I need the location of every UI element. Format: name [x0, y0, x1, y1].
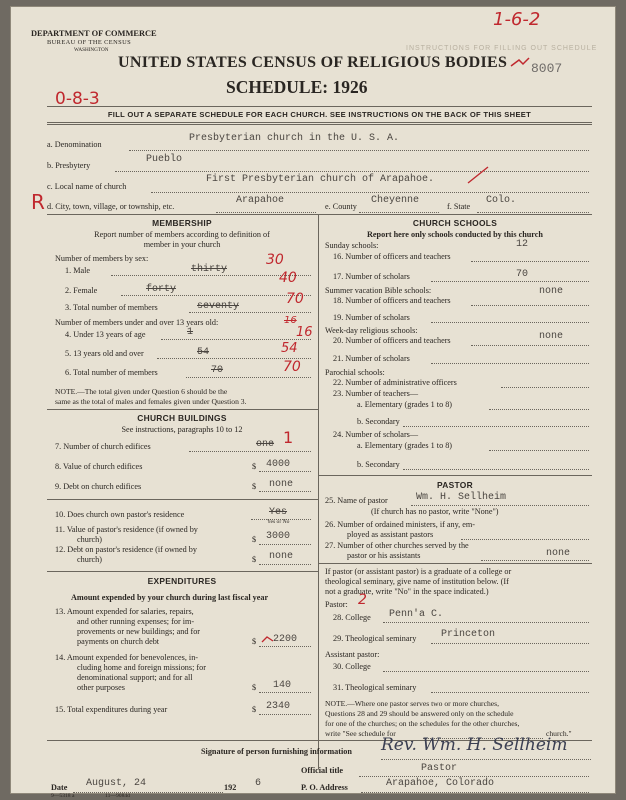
city-value: Arapahoe	[236, 195, 285, 206]
running-expenses-label-2: and other running expenses; for im-	[77, 617, 195, 626]
under-13-red: 16	[296, 325, 313, 340]
other-churches-label-2: pastor or his assistants	[347, 551, 421, 560]
county-label: e. County	[325, 202, 357, 211]
signature-label: Signature of person furnishing information	[201, 747, 352, 756]
assistant-ministers-label-1: 26. Number of ordained ministers, if any, em-	[325, 520, 475, 529]
presbytery-label: b. Presbytery	[47, 161, 91, 170]
schools-title: CHURCH SCHOOLS	[412, 218, 498, 228]
weekday-officers-label: 20. Number of officers and teachers	[333, 336, 451, 345]
summer-schools-typed: none	[539, 286, 564, 297]
edifices-debt-typed: none	[269, 479, 294, 490]
date-annotation: 1-6-2	[493, 9, 541, 30]
code-annotation: 0-8-3	[55, 89, 100, 109]
sunday-officers-label: 16. Number of officers and teachers	[333, 252, 451, 261]
r-annotation: R	[31, 190, 45, 214]
po-address-label: P. O. Address	[301, 783, 348, 792]
residence-value-typed: 3000	[266, 531, 291, 542]
local-name-value: First Presbyterian church of Arapahoe.	[206, 174, 435, 185]
red-mark-icon	[509, 57, 531, 69]
dollar-sign: $	[252, 462, 257, 471]
total-members-typed: seventy	[197, 301, 240, 312]
city-label: d. City, town, village, or township, etc.	[47, 202, 175, 211]
members-by-age-label: Number of members under and over 13 years old:	[55, 318, 219, 327]
running-expenses-typed: 2200	[273, 634, 298, 645]
denomination-label: a. Denomination	[47, 140, 102, 149]
residence-debt-label-cont: church)	[77, 555, 103, 564]
signature-handwriting: Rev. Wm. H. Sellheim	[381, 735, 568, 755]
total-members-age-label: 6. Total number of members	[65, 368, 158, 377]
running-expenses-label-4: payments on church debt	[77, 637, 160, 646]
residence-value-label: 11. Value of pastor's residence (if owned by	[55, 525, 198, 534]
total-expenditures-label: 15. Total expenditures during year	[55, 705, 168, 714]
parochial-schools-label: Parochial schools:	[325, 368, 385, 377]
pastor-note-line1: NOTE.—Where one pastor serves two or more churches,	[325, 699, 499, 708]
graduate-note-line1: If pastor (or assistant pastor) is a graduate of a college or	[325, 567, 512, 576]
benevolences-label-4: other purposes	[77, 683, 125, 692]
college-typed: Penn'a C.	[389, 609, 444, 620]
benevolences-label-1: 14. Amount expended for benevolences, in-	[55, 653, 199, 662]
under-13-typed: 1	[187, 327, 194, 338]
total-expenditures-typed: 2340	[266, 701, 291, 712]
sunday-schools-typed: 12	[516, 239, 529, 250]
pastor-note-line5: church."	[546, 729, 572, 738]
buildings-subtitle: See instructions, paragraphs 10 to 12	[121, 425, 243, 434]
fill-instruction: FILL OUT A SEPARATE SCHEDULE FOR EACH CHURCH. SEE INSTRUCTIONS ON THE BACK OF THIS SHEET	[107, 110, 532, 119]
yes-or-no-hint: Yes or No	[267, 519, 290, 525]
total-members-age-red: 70	[283, 359, 301, 375]
edifices-debt-label: 9. Debt on church edifices	[55, 482, 142, 491]
male-label: 1. Male	[65, 266, 91, 275]
pastor-title: PASTOR	[437, 480, 473, 490]
total-members-label: 3. Total number of members	[65, 303, 158, 312]
year-digit-typed: 6	[255, 778, 262, 789]
graduate-note-line2: theological seminary, give name of institution below. (If	[325, 577, 509, 586]
female-red: 40	[279, 270, 297, 286]
membership-note-line1: Report number of members according to definition of	[94, 230, 270, 239]
residence-value-label-cont: church)	[77, 535, 103, 544]
running-expenses-label-3: provements or new buildings; and for	[77, 627, 201, 636]
weekday-schools-typed: none	[539, 331, 564, 342]
summer-schools-label: Summer vacation Bible schools:	[325, 286, 432, 295]
owns-residence-label: 10. Does church own pastor's residence	[55, 510, 185, 519]
check-mark-icon	[466, 165, 492, 187]
other-churches-label-1: 27. Number of other churches served by the	[325, 541, 469, 550]
summer-scholars-label: 19. Number of scholars	[333, 313, 410, 322]
dollar-sign: $	[252, 637, 257, 646]
local-name-label: c. Local name of church	[47, 182, 127, 191]
pastor-name-hint: (If church has no pastor, write "None")	[371, 507, 499, 516]
residence-debt-typed: none	[269, 551, 294, 562]
male-typed: thirty	[191, 264, 228, 275]
form-title: UNITED STATES CENSUS OF RELIGIOUS BODIES	[118, 54, 508, 71]
presbytery-value: Pueblo	[146, 154, 183, 165]
college-label: 28. College	[333, 613, 371, 622]
pastor-note-line4: write "See schedule for	[325, 729, 396, 738]
red-tick-icon	[261, 633, 275, 645]
date-typed: August, 24	[86, 778, 147, 789]
census-schedule-sheet	[10, 6, 616, 799]
age-red-strike: 16	[284, 315, 297, 326]
teachers-label: 23. Number of teachers—	[333, 389, 419, 398]
edifices-count-red: 1	[283, 428, 294, 447]
pastor-note-line2: Questions 28 and 29 should be answered only on the schedule	[325, 709, 514, 718]
over-13-typed: 54	[197, 347, 210, 358]
pastor-name-typed: Wm. H. Sellheim	[416, 492, 507, 503]
other-churches-typed: none	[546, 548, 571, 559]
over-13-red: 54	[281, 341, 298, 356]
membership-title: MEMBERSHIP	[152, 218, 212, 228]
dollar-sign: $	[252, 705, 257, 714]
official-title-label: Official title	[301, 766, 344, 775]
residence-debt-label: 12. Debt on pastor's residence (if owned by	[55, 545, 197, 554]
buildings-title: CHURCH BUILDINGS	[137, 413, 227, 423]
city-name: WASHINGTON	[74, 47, 109, 53]
seminary-typed: Princeton	[441, 629, 496, 640]
county-value: Cheyenne	[371, 195, 420, 206]
show-through-text: INSTRUCTIONS FOR FILLING OUT SCHEDULE	[406, 45, 598, 52]
teachers-secondary-label: b. Secondary	[357, 417, 400, 426]
members-by-sex-label: Number of members by sex:	[55, 254, 149, 263]
dollar-sign: $	[252, 555, 257, 564]
membership-footnote-line2: same as the total of males and females given under Question 3.	[55, 397, 247, 406]
under-13-label: 4. Under 13 years of age	[65, 330, 146, 339]
edifices-count-typed: one	[256, 439, 275, 450]
edifices-count-label: 7. Number of church edifices	[55, 442, 151, 451]
sunday-scholars-label: 17. Number of scholars	[333, 272, 410, 281]
scholars-elementary-label: a. Elementary (grades 1 to 8)	[357, 441, 453, 450]
assistant-ministers-label-2: ployed as assistant pastors	[347, 530, 434, 539]
dollar-sign: $	[252, 482, 257, 491]
assistant-college-label: 30. College	[333, 662, 371, 671]
sunday-scholars-typed: 70	[516, 269, 529, 280]
scholars-label: 24. Number of scholars—	[333, 430, 419, 439]
edifices-value-label: 8. Value of church edifices	[55, 462, 143, 471]
total-members-age-typed: 70	[211, 365, 224, 376]
female-label: 2. Female	[65, 286, 98, 295]
expenditures-subtitle: Amount expended by your church during last fiscal year	[71, 593, 269, 602]
female-typed: forty	[146, 284, 177, 295]
teachers-elementary-label: a. Elementary (grades 1 to 8)	[357, 400, 453, 409]
benevolences-label-2: cluding home and foreign missions; for	[77, 663, 206, 672]
assistant-seminary-label: 31. Theological seminary	[333, 683, 417, 692]
denomination-value: Presbyterian church in the U. S. A.	[189, 133, 400, 144]
membership-footnote-line1: NOTE.—The total given under Question 6 should be the	[55, 387, 228, 396]
total-members-red: 70	[286, 291, 304, 307]
membership-note-line2: member in your church	[143, 240, 221, 249]
expenditures-title: EXPENDITURES	[147, 576, 217, 586]
pastor-name-label: 25. Name of pastor	[325, 496, 388, 505]
graduate-note-line3: not a graduate, write "No" in the space indicated.)	[325, 587, 489, 596]
state-value: Colo.	[486, 195, 517, 206]
benevolences-typed: 140	[273, 680, 292, 691]
over-13-label: 5. 13 years old and over	[65, 349, 144, 358]
pastor-red-mark: 2	[358, 592, 367, 608]
bureau-name: BUREAU OF THE CENSUS	[47, 39, 132, 46]
scholars-secondary-label: b. Secondary	[357, 460, 400, 469]
summer-officers-label: 18. Number of officers and teachers	[333, 296, 451, 305]
official-title-typed: Pastor	[421, 763, 458, 774]
owns-residence-typed: Yes	[269, 507, 288, 518]
edifices-value-typed: 4000	[266, 459, 291, 470]
department-name: DEPARTMENT OF COMMERCE	[31, 29, 157, 38]
schools-subtitle: Report here only schools conducted by this church	[367, 230, 543, 239]
sunday-schools-label: Sunday schools:	[325, 241, 379, 250]
assistant-pastor-subheading: Assistant pastor:	[325, 650, 380, 659]
pastor-subheading: Pastor:	[325, 600, 348, 609]
date-label: Date	[51, 783, 68, 792]
dollar-sign: $	[252, 683, 257, 692]
serial-number: 8007	[531, 61, 563, 76]
state-label: f. State	[447, 202, 471, 211]
dollar-sign: $	[252, 535, 257, 544]
schedule-title: SCHEDULE: 1926	[226, 77, 368, 97]
weekday-schools-label: Week-day religious schools:	[325, 326, 418, 335]
pastor-note-line3: for one of the churches; on the schedules for the other churches,	[325, 719, 520, 728]
year-prefix: 192	[224, 783, 237, 792]
weekday-scholars-label: 21. Number of scholars	[333, 354, 410, 363]
seminary-label: 29. Theological seminary	[333, 634, 417, 643]
admin-officers-label: 22. Number of administrative officers	[333, 378, 457, 387]
po-address-typed: Arapahoe, Colorado	[386, 778, 495, 789]
form-number: 9—5318 a	[51, 793, 75, 799]
print-number: 11—9084d	[105, 793, 130, 799]
running-expenses-label-1: 13. Amount expended for salaries, repairs,	[55, 607, 194, 616]
male-red: 30	[266, 252, 284, 268]
benevolences-label-3: denominational support; and for all	[77, 673, 193, 682]
